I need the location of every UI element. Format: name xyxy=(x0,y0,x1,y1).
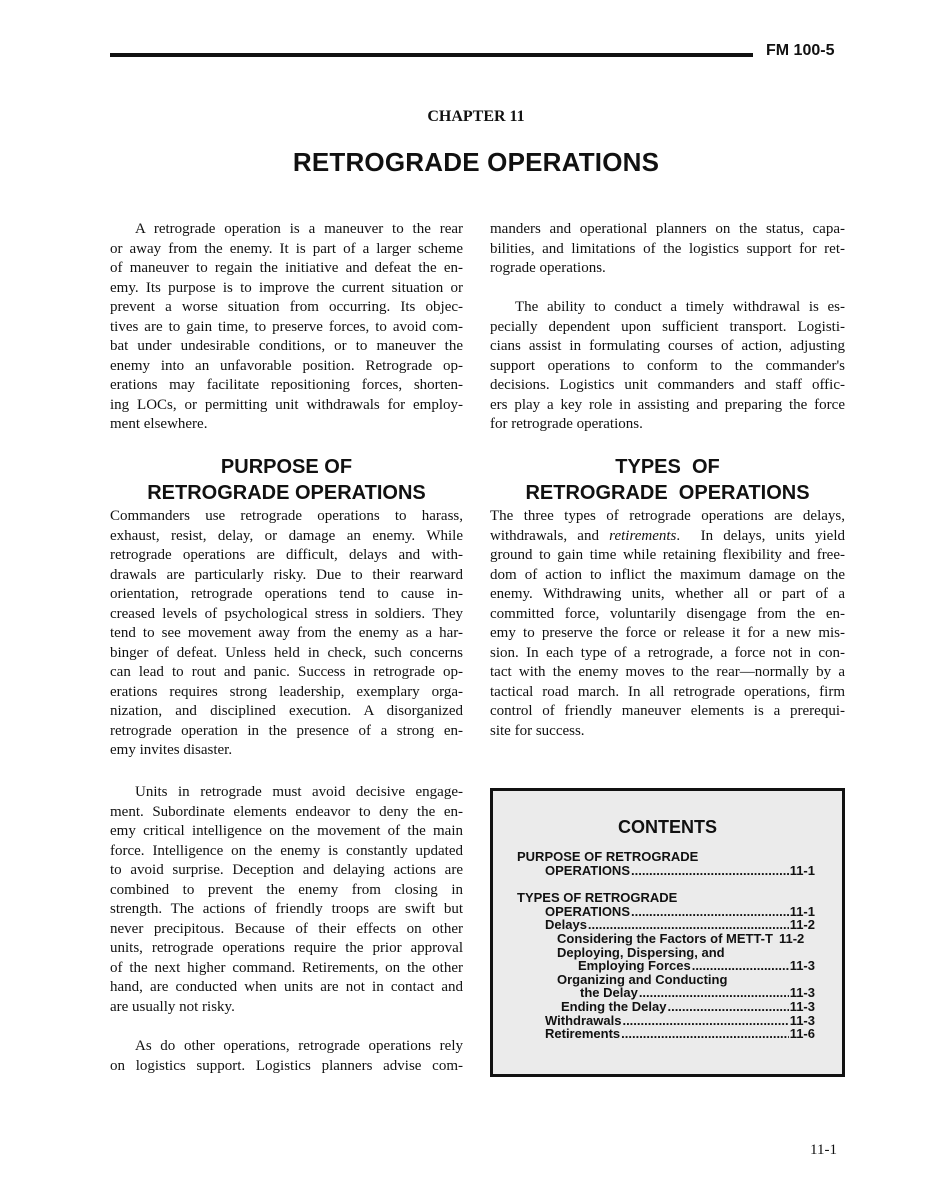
text-line: creased levels of psychological stress in soldiers. They xyxy=(110,605,463,622)
entry-title: PURPOSE OF RETROGRADE xyxy=(517,849,699,864)
text-line: for retrograde operations. xyxy=(490,416,643,432)
text-line: of the next higher command. Retirements, on the other xyxy=(110,959,463,976)
text-line: bilities, and limitations of the logistics support for ret- xyxy=(490,240,845,257)
contents-entry[interactable] xyxy=(517,1000,815,1014)
text-line: Units in retrograde must avoid decisive engage- xyxy=(135,784,463,800)
text-line: retrograde operations are difficult, delays and with- xyxy=(110,547,463,563)
dot-leader xyxy=(692,959,789,973)
text-line: ers play a key role in assisting and preparing the force xyxy=(490,396,845,413)
text-line: emy to preserve the force or release it for a new mis- xyxy=(490,625,845,641)
entry-page: 11-2 xyxy=(778,930,805,946)
entry-title: Organizing and Conducting xyxy=(557,971,728,987)
text-line: The ability to conduct a timely withdrawal is es- xyxy=(515,299,845,315)
text-line: to avoid surprise. Deception and delaying actions are xyxy=(110,862,463,878)
text-line: on logistics support. Logistics planners advise com- xyxy=(110,1057,463,1074)
entry-title: Ending the Delay xyxy=(561,998,667,1014)
contents-entry[interactable] xyxy=(517,891,815,905)
chapter-title: RETROGRADE OPERATIONS xyxy=(292,147,660,177)
text-line: rograde operations. xyxy=(490,260,606,276)
text-line xyxy=(490,527,845,547)
entry-title: Considering the Factors of METT-T xyxy=(557,930,773,946)
text-line: of maneuver to regain the initiative and defeat the en- xyxy=(110,260,463,276)
text-line: or away from the enemy. It is part of a larger scheme xyxy=(110,240,463,257)
entry-title: Delays xyxy=(545,917,587,933)
text-line: As do other operations, retrograde operations rely xyxy=(135,1038,463,1054)
chapter-label: CHAPTER 11 xyxy=(427,108,525,125)
text-line: erations requires strong leadership, exemplary orga- xyxy=(110,683,463,700)
emphasis-text: retirements xyxy=(609,527,677,544)
heading-line: PURPOSE OF xyxy=(220,456,353,478)
text-line: control of friendly maneuver elements is a prerequi- xyxy=(490,703,845,719)
spacer xyxy=(517,877,815,891)
document-id: FM 100-5 xyxy=(766,42,835,59)
contents-box xyxy=(490,788,845,1077)
text-line: binger of defeat. Unless held in check, such concerns xyxy=(110,644,463,661)
text-line: tives are to gain time, to preserve forces, to avoid com- xyxy=(110,318,463,335)
paragraph-withdrawal xyxy=(490,298,845,435)
contents-list xyxy=(517,850,815,1041)
text-line: emy critical intelligence on the movement of the main xyxy=(110,823,463,839)
entry-title: Retirements xyxy=(545,1026,621,1042)
text-segment: withdrawals, and xyxy=(490,527,610,544)
dot-leader xyxy=(639,986,789,1000)
contents-title: CONTENTS xyxy=(618,817,717,837)
text-line: are usually not risky. xyxy=(110,998,235,1015)
text-line: orientation, retrograde operations tend to cause in- xyxy=(110,586,463,602)
contents-entry[interactable] xyxy=(517,959,815,973)
contents-entry[interactable] xyxy=(517,973,815,987)
paragraph-purpose xyxy=(110,507,463,761)
dot-leader xyxy=(588,918,789,932)
text-line: enemy. Withdrawing units, whether all or part of a xyxy=(490,586,845,602)
contents-entry[interactable] xyxy=(517,946,815,960)
text-segment: . In delays, units yield xyxy=(676,527,845,544)
text-line: cians assist in formulating courses of action, adjusting xyxy=(490,338,845,354)
entry-title: Employing Forces xyxy=(578,958,691,974)
text-line: tend to see movement away from the enemy as a har- xyxy=(110,625,463,641)
contents-entry[interactable] xyxy=(517,932,815,946)
text-line: strength. The actions of friendly troops are swift but xyxy=(110,901,463,917)
text-line: nization, and disciplined execution. A disorganized xyxy=(110,703,463,719)
contents-entry[interactable] xyxy=(517,850,815,864)
contents-entry[interactable] xyxy=(517,918,815,932)
text-line: manders and operational planners on the status, capa- xyxy=(490,221,845,237)
contents-entry[interactable] xyxy=(517,1027,815,1041)
text-line: emy invites disaster. xyxy=(110,742,233,758)
dot-leader xyxy=(622,1014,788,1028)
entry-page: 11-3 xyxy=(789,958,815,974)
text-line: ing LOCs, or permitting unit withdrawals for employ- xyxy=(110,396,463,413)
text-line: enemy into an unfavorable position. Retrograde op- xyxy=(110,357,463,374)
entry-title: OPERATIONS xyxy=(545,862,630,878)
paragraph-types xyxy=(490,507,845,741)
text-line: bat under undesirable conditions, or to maneuver the xyxy=(110,338,463,354)
heading-purpose xyxy=(110,454,463,506)
heading-line: RETROGRADE OPERATIONS xyxy=(147,482,426,504)
paragraph-logistics xyxy=(110,1037,463,1076)
entry-title: OPERATIONS xyxy=(545,903,630,919)
dot-leader xyxy=(621,1027,789,1041)
heading-line: TYPES OF xyxy=(615,456,720,478)
entry-page: 11-1 xyxy=(789,903,815,919)
text-line: never precipitous. Because of their effects on other xyxy=(110,920,463,937)
text-line: ground to gain time while retaining flexibility and free- xyxy=(490,547,845,563)
text-line: hand, are conducted when units are not in contact and xyxy=(110,979,463,995)
paragraph-intro xyxy=(110,220,463,435)
text-line: units, retrograde operations require the prior approval xyxy=(110,940,463,956)
text-line: decisions. Logistics unit commanders and staff offic- xyxy=(490,377,845,393)
contents-entry[interactable] xyxy=(517,864,815,878)
text-line: can lead to rout and panic. Success in retrograde op- xyxy=(110,664,463,680)
text-line: exhaust, resist, delay, or damage an enemy. While xyxy=(110,527,463,544)
dot-leader xyxy=(667,1000,788,1014)
contents-entry[interactable] xyxy=(517,905,815,919)
heading-types xyxy=(490,454,845,506)
entry-page: 11-6 xyxy=(789,1026,815,1042)
entry-page: 11-1 xyxy=(789,862,815,878)
text-line: support operations to conform to the commander's xyxy=(490,357,845,374)
dot-leader xyxy=(631,905,789,919)
entry-title: Deploying, Dispersing, and xyxy=(557,944,725,960)
text-line: ment. Subordinate elements endeavor to deny the en- xyxy=(110,803,463,820)
text-line: site for success. xyxy=(490,722,585,739)
entry-page: 11-3 xyxy=(789,985,815,1001)
text-line: tact with the enemy moves to the rear—normally by a xyxy=(490,664,845,680)
dot-leader xyxy=(631,864,789,878)
text-line: ment elsewhere. xyxy=(110,416,208,432)
text-line: A retrograde operation is a maneuver to the rear xyxy=(135,221,463,237)
paragraph-units xyxy=(110,783,463,1017)
contents-entry[interactable] xyxy=(517,1014,815,1028)
heading-line: RETROGRADE OPERATIONS xyxy=(525,482,810,504)
text-line: tactical road march. In all retrograde operations, firm xyxy=(490,683,845,700)
text-line: emy. Its purpose is to improve the current situation or xyxy=(110,279,463,296)
text-line: retrograde operation in the presence of a strong en- xyxy=(110,722,463,739)
text-line: erations may facilitate repositioning forces, shorten- xyxy=(110,377,463,393)
paragraph-logistics-cont xyxy=(490,220,845,279)
text-line: sion. In each type of a retrograde, a force not in con- xyxy=(490,644,845,661)
text-line: force. Intelligence on the enemy is constantly updated xyxy=(110,842,463,859)
entry-page: 11-3 xyxy=(789,998,815,1014)
text-line: The three types of retrograde operations are delays, xyxy=(490,508,845,524)
text-line: committed force, voluntarily disengage from the en- xyxy=(490,605,845,622)
text-line: drawals are particularly risky. Due to their rearward xyxy=(110,566,463,583)
contents-entry[interactable] xyxy=(517,986,815,1000)
entry-title: the Delay xyxy=(580,985,638,1001)
text-line: pecially dependent upon sufficient transport. Logisti- xyxy=(490,318,845,335)
entry-title: Withdrawals xyxy=(545,1012,622,1028)
text-line: Commanders use retrograde operations to harass, xyxy=(110,508,463,524)
text-line: dom of action to inflict the maximum damage on the xyxy=(490,566,845,583)
page-number: 11-1 xyxy=(810,1142,837,1158)
text-line: combined to prevent the enemy from closing in xyxy=(110,881,463,898)
text-line: prevent a worse situation from occurring. Its objec- xyxy=(110,299,463,315)
entry-page: 11-3 xyxy=(789,1012,815,1028)
entry-title: TYPES OF RETROGRADE xyxy=(517,890,678,906)
entry-page: 11-2 xyxy=(789,917,815,933)
header-rule xyxy=(110,53,753,57)
